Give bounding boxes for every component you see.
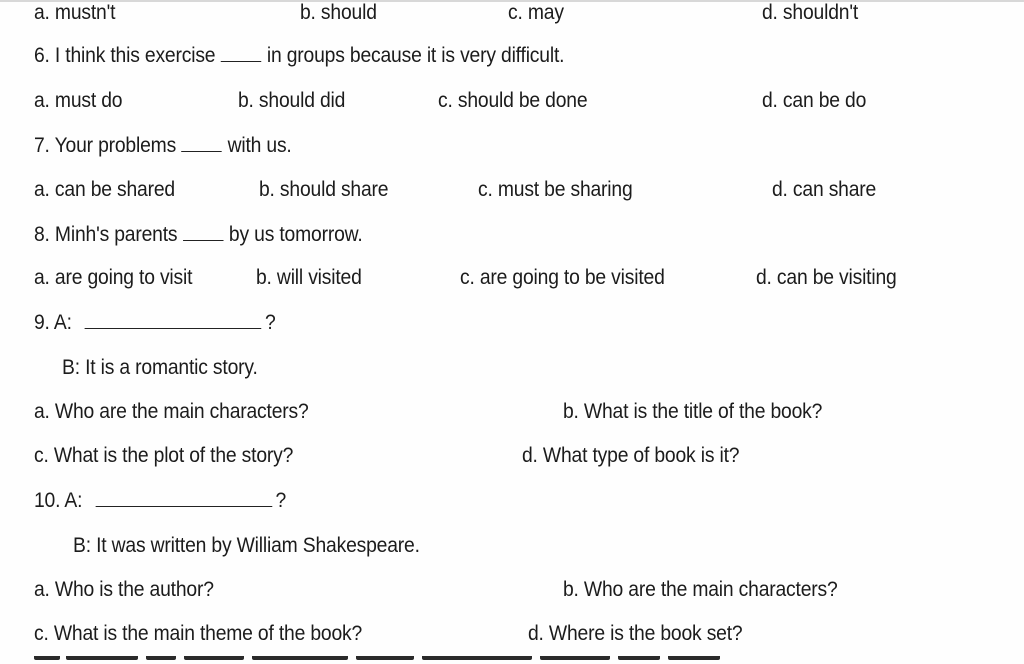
q9-stem	[34, 311, 276, 335]
q9-answer-blank	[85, 313, 262, 329]
q6-stem-start: 6. I think this exercise	[34, 44, 216, 67]
q7-stem-end: with us.	[227, 134, 292, 157]
q8-option-b: b. will visited	[256, 266, 362, 289]
q9-option-b: b. What is the title of the book?	[563, 400, 823, 423]
q8-option-d: d. can be visiting	[756, 266, 897, 289]
q8-option-c: c. are going to be visited	[460, 266, 665, 289]
q7-stem-start: 7. Your problems	[34, 134, 177, 157]
q10-option-c: c. What is the main theme of the book?	[34, 622, 363, 645]
q8-stem-start: 8. Minh's parents	[34, 223, 178, 246]
q8-stem-end: by us tomorrow.	[228, 223, 363, 246]
q7-option-b: b. should share	[259, 178, 389, 201]
q9-stem-start: 9. A:	[34, 311, 72, 334]
q9-option-a: a. Who are the main characters?	[34, 400, 309, 423]
q7-option-d: d. can share	[772, 178, 877, 201]
q10-answer-blank	[95, 491, 272, 507]
q6-option-d: d. can be do	[762, 89, 867, 112]
q10-option-b: b. Who are the main characters?	[563, 578, 838, 601]
q8-option-a: a. are going to visit	[34, 266, 193, 289]
q9-stem-end: ?	[264, 311, 276, 334]
q5-option-b: b. should	[300, 1, 377, 24]
q6-answer-blank	[221, 46, 261, 62]
q9-reply: B: It is a romantic story.	[62, 356, 258, 379]
q10-stem	[34, 489, 286, 513]
q7-answer-blank	[182, 136, 222, 152]
q9-option-c: c. What is the plot of the story?	[34, 444, 294, 467]
q6-option-a: a. must do	[34, 89, 123, 112]
q7-option-c: c. must be sharing	[478, 178, 633, 201]
q5-option-d: d. shouldn't	[762, 1, 859, 24]
q6-stem-end: in groups because it is very difficult.	[266, 44, 565, 67]
q9-option-d: d. What type of book is it?	[522, 444, 740, 467]
q6-stem	[34, 44, 564, 68]
q10-stem-start: 10. A:	[34, 489, 83, 512]
cropped-text-fragment	[0, 656, 1024, 664]
q10-stem-end: ?	[275, 489, 287, 512]
q7-option-a: a. can be shared	[34, 178, 175, 201]
q8-answer-blank	[183, 225, 223, 241]
q10-option-a: a. Who is the author?	[34, 578, 214, 601]
q10-reply: B: It was written by William Shakespeare.	[73, 534, 420, 557]
q6-option-b: b. should did	[238, 89, 346, 112]
q6-option-c: c. should be done	[438, 89, 588, 112]
q5-option-c: c. may	[508, 1, 564, 24]
q7-stem	[34, 134, 292, 158]
q10-option-d: d. Where is the book set?	[528, 622, 743, 645]
q5-option-a: a. mustn't	[34, 1, 116, 24]
q8-stem	[34, 223, 363, 247]
